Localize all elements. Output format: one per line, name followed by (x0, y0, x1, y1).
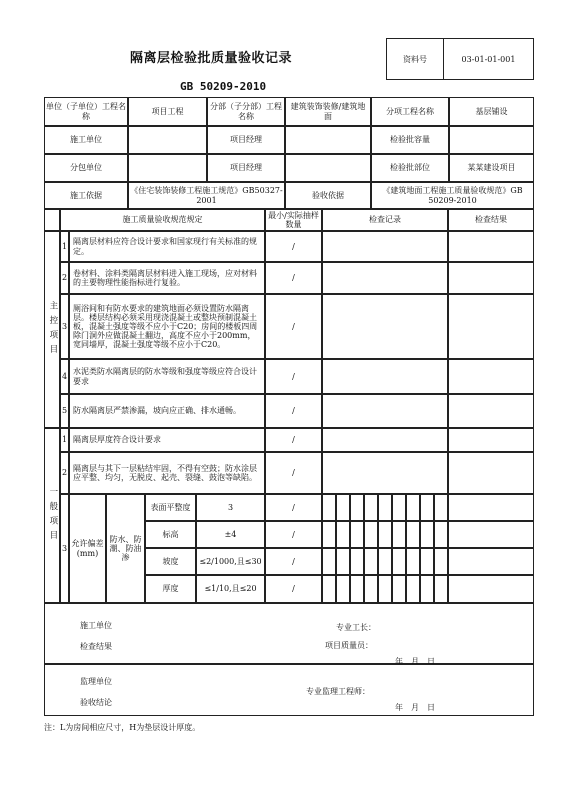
tolerance-measure-cell[interactable] (322, 494, 336, 521)
general-item-result[interactable] (448, 428, 534, 452)
tolerance-measure-cell[interactable] (392, 494, 406, 521)
tolerance-measure-cell[interactable] (406, 521, 420, 548)
subcontractor-label: 分包单位 (44, 154, 128, 182)
pm2-label: 项目经理 (207, 154, 285, 182)
doc-number-box (386, 38, 534, 80)
tolerance-measure-cell[interactable] (336, 575, 350, 603)
col-sample: 最小/实际抽样数量 (265, 209, 322, 231)
tolerance-label: 允许偏差(mm) (69, 494, 106, 603)
doc-number-label: 资料号 (387, 39, 444, 79)
tolerance-measure-cell[interactable] (350, 521, 364, 548)
tolerance-measure-cell[interactable] (336, 521, 350, 548)
main-item-text: 厕浴间和有防水要求的建筑地面必须设置防水隔离层。楼层结构必须采用现浇混凝土或整块预制混凝土板，混凝土强度等级不应小于C20；房间的楼板四周除门洞外应做混凝土翻边，高度不应小于200mm，宽同墙厚，混凝土强度等级不应小于C20。 (69, 294, 265, 359)
batch-position-value[interactable]: 某某建设项目 (449, 154, 534, 182)
main-item-no: 1 (60, 231, 69, 262)
tolerance-measure-cell[interactable] (434, 575, 448, 603)
main-item-record[interactable] (322, 262, 448, 294)
tolerance-measure-cell[interactable] (322, 575, 336, 603)
main-item-text: 水泥类防水隔离层的防水等级和强度等级应符合设计要求 (69, 359, 265, 394)
main-item-record[interactable] (322, 294, 448, 359)
tolerance-measure-cell[interactable] (434, 494, 448, 521)
footer-date1[interactable]: 年 月 日 (395, 657, 435, 666)
division-value[interactable]: 建筑装饰装修/建筑地面 (285, 97, 371, 126)
main-item-sample[interactable]: / (265, 231, 322, 262)
main-item-result[interactable] (448, 231, 534, 262)
tolerance-measure-cell[interactable] (322, 521, 336, 548)
main-item-sample[interactable]: / (265, 394, 322, 428)
tolerance-no: 3 (60, 494, 69, 603)
general-item-sample[interactable]: / (265, 452, 322, 494)
general-item-sample[interactable]: / (265, 428, 322, 452)
footer-check-result: 检查结果 (80, 642, 112, 651)
tolerance-measure-cell[interactable] (434, 521, 448, 548)
tolerance-measure-cell[interactable] (420, 548, 434, 575)
contractor-label: 施工单位 (44, 126, 128, 154)
tolerance-measure-cell[interactable] (378, 575, 392, 603)
tolerance-item-name: 表面平整度 (145, 494, 196, 521)
footer-accept-conclusion: 验收结论 (80, 698, 112, 707)
tolerance-measure-cell[interactable] (350, 548, 364, 575)
tolerance-measure-cell[interactable] (378, 494, 392, 521)
tolerance-item-name: 厚度 (145, 575, 196, 603)
main-items-label: 主控项目 (44, 231, 60, 428)
tolerance-measure-cell[interactable] (350, 575, 364, 603)
main-item-sample[interactable]: / (265, 294, 322, 359)
main-item-result[interactable] (448, 394, 534, 428)
doc-number-value[interactable]: 03-01-01-001 (461, 54, 516, 64)
main-item-record[interactable] (322, 359, 448, 394)
col-spec: 施工质量验收规范规定 (60, 209, 265, 231)
main-item-text: 隔离层材料应符合设计要求和国家现行有关标准的规定。 (69, 231, 265, 262)
subitem-label: 分项工程名称 (371, 97, 449, 126)
general-item-record[interactable] (322, 452, 448, 494)
main-item-text: 防水隔离层严禁渗漏，坡向应正确、排水通畅。 (69, 394, 265, 428)
unit-label: 单位（子单位）工程名称 (44, 97, 128, 126)
contractor-check-block (44, 603, 534, 664)
accept-basis-value[interactable]: 《建筑地面工程施工质量验收规范》GB 50209-2010 (371, 182, 534, 209)
general-item-result[interactable] (448, 452, 534, 494)
tolerance-measure-cell[interactable] (392, 575, 406, 603)
tolerance-measure-cell[interactable] (406, 575, 420, 603)
unit-value[interactable]: 项目工程 (128, 97, 207, 126)
tolerance-measure-cell[interactable] (406, 548, 420, 575)
main-item-no: 4 (60, 359, 69, 394)
tolerance-item-result[interactable] (448, 494, 534, 521)
contractor-value[interactable] (128, 126, 207, 154)
batch-position-label: 检验批部位 (371, 154, 449, 182)
general-item-record[interactable] (322, 428, 448, 452)
main-item-no: 3 (60, 294, 69, 359)
tolerance-measure-cell[interactable] (406, 494, 420, 521)
tolerance-item-value: ±4 (196, 521, 265, 548)
accept-basis-label: 验收依据 (285, 182, 371, 209)
tolerance-item-sample[interactable]: / (265, 548, 322, 575)
division-label: 分部（子分部）工程名称 (207, 97, 285, 126)
tolerance-item-result[interactable] (448, 548, 534, 575)
main-item-result[interactable] (448, 359, 534, 394)
main-item-sample[interactable]: / (265, 359, 322, 394)
supervisor-block (44, 664, 534, 716)
main-item-no: 2 (60, 262, 69, 294)
footer-engineer[interactable]: 专业监理工程师： (306, 687, 370, 696)
tolerance-measure-cell[interactable] (322, 548, 336, 575)
batch-capacity-value[interactable] (449, 126, 534, 154)
main-item-sample[interactable]: / (265, 262, 322, 294)
footer-foreman[interactable]: 专业工长： (336, 623, 376, 632)
subitem-value[interactable]: 基层铺设 (449, 97, 534, 126)
general-item-text: 隔离层厚度符合设计要求 (69, 428, 265, 452)
standard-code: GB 50209-2010 (180, 80, 267, 93)
main-item-text: 卷材料、涂料类隔离层材料进入施工现场，应对材料的主要物理性能指标进行复验。 (69, 262, 265, 294)
tolerance-type: 防水、防潮、防油渗 (106, 494, 145, 603)
tolerance-item-result[interactable] (448, 521, 534, 548)
tolerance-measure-cell[interactable] (420, 575, 434, 603)
tolerance-measure-cell[interactable] (378, 548, 392, 575)
tolerance-item-sample[interactable]: / (265, 494, 322, 521)
tolerance-item-sample[interactable]: / (265, 521, 322, 548)
main-item-result[interactable] (448, 262, 534, 294)
tolerance-item-sample[interactable]: / (265, 575, 322, 603)
tolerance-item-name: 坡度 (145, 548, 196, 575)
tolerance-measure-cell[interactable] (364, 494, 378, 521)
tolerance-measure-cell[interactable] (336, 494, 350, 521)
batch-capacity-label: 检验批容量 (371, 126, 449, 154)
general-item-text: 隔离层与其下一层粘结牢固，不得有空鼓；防水涂层应平整、均匀，无脱皮、起壳、裂缝、鼓泡等缺陷。 (69, 452, 265, 494)
basis-label: 施工依据 (44, 182, 128, 209)
col-record: 检查记录 (322, 209, 448, 231)
tolerance-measure-cell[interactable] (434, 548, 448, 575)
tolerance-item-value: ≤1/10,且≤20 (196, 575, 265, 603)
tolerance-measure-cell[interactable] (420, 521, 434, 548)
subcontractor-value[interactable] (128, 154, 207, 182)
tolerance-item-result[interactable] (448, 575, 534, 603)
tolerance-measure-cell[interactable] (392, 548, 406, 575)
tolerance-item-name: 标高 (145, 521, 196, 548)
pm-label: 项目经理 (207, 126, 285, 154)
footer-quality-officer[interactable]: 项目质量员： (325, 641, 373, 650)
col-result: 检查结果 (448, 209, 534, 231)
tolerance-measure-cell[interactable] (392, 521, 406, 548)
tolerance-measure-cell[interactable] (364, 575, 378, 603)
corner-cell (44, 209, 60, 231)
main-item-record[interactable] (322, 394, 448, 428)
tolerance-measure-cell[interactable] (364, 521, 378, 548)
pm2-value[interactable] (285, 154, 371, 182)
basis-value[interactable]: 《住宅装饰装修工程施工规范》GB50327-2001 (128, 182, 285, 209)
tolerance-measure-cell[interactable] (378, 521, 392, 548)
footer-date2[interactable]: 年 月 日 (395, 703, 435, 712)
footnote: 注：L为房间相应尺寸，H为垫层设计厚度。 (44, 723, 201, 732)
main-item-result[interactable] (448, 294, 534, 359)
tolerance-measure-cell[interactable] (350, 494, 364, 521)
tolerance-measure-cell[interactable] (420, 494, 434, 521)
page-title: 隔离层检验批质量验收记录 (130, 51, 293, 66)
footer-supervisor: 监理单位 (80, 677, 112, 686)
tolerance-item-value: ≤2/1000,且≤30 (196, 548, 265, 575)
main-item-record[interactable] (322, 231, 448, 262)
general-item-no: 2 (60, 452, 69, 494)
general-item-no: 1 (60, 428, 69, 452)
footer-contractor: 施工单位 (80, 621, 112, 630)
tolerance-measure-cell[interactable] (364, 548, 378, 575)
general-items-label: 一般项目 (44, 428, 60, 603)
pm-value[interactable] (285, 126, 371, 154)
tolerance-measure-cell[interactable] (336, 548, 350, 575)
tolerance-item-value: 3 (196, 494, 265, 521)
main-item-no: 5 (60, 394, 69, 428)
